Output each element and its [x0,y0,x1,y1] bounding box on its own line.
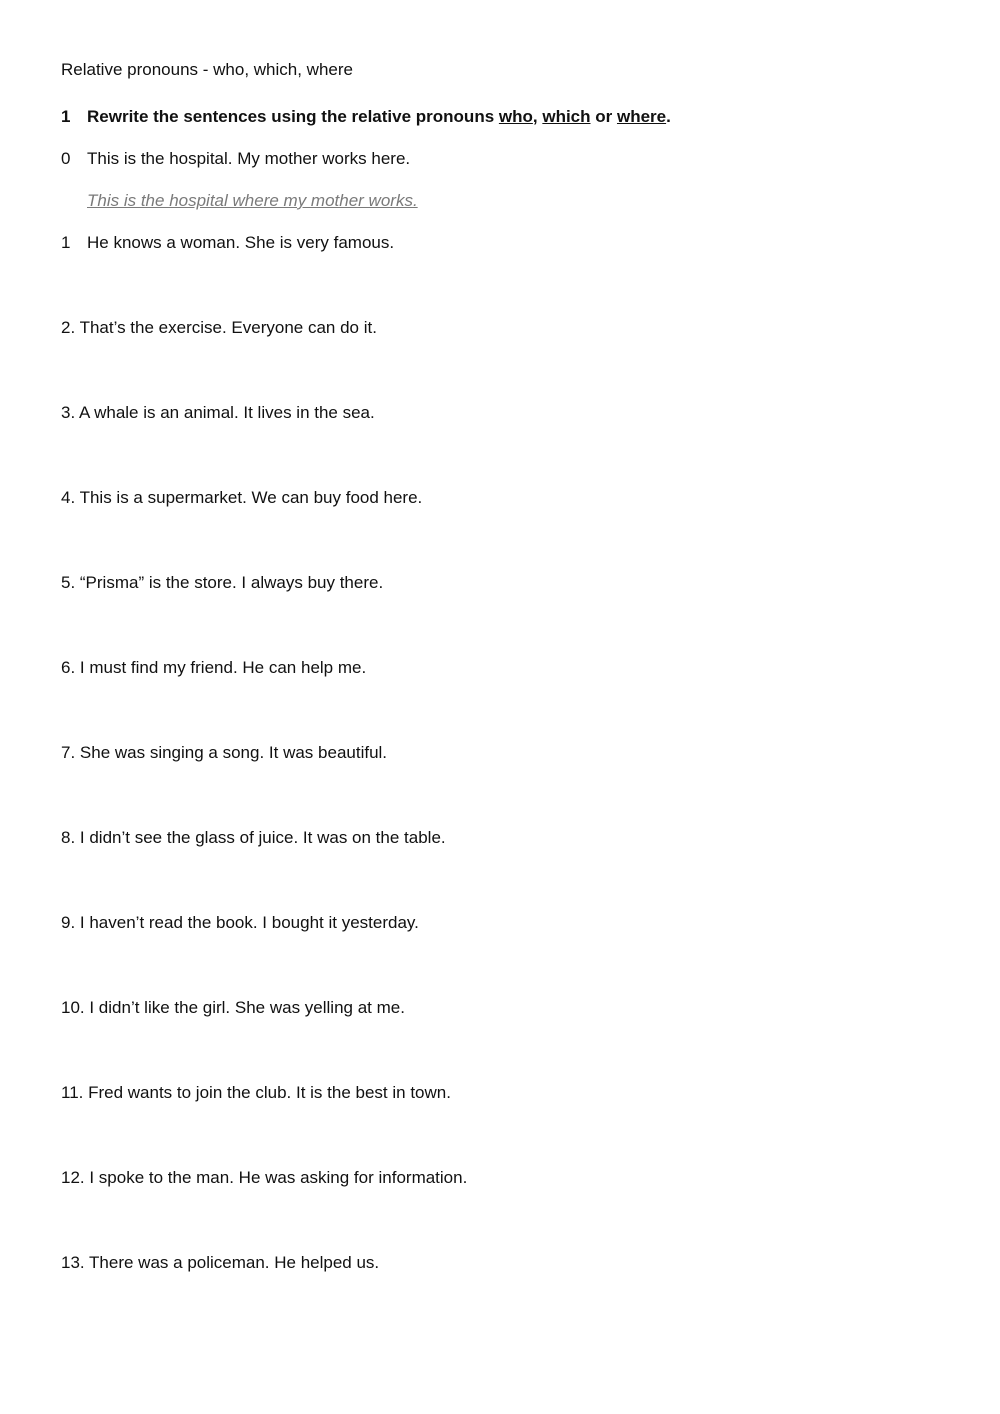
worksheet-title: Relative pronouns - who, which, where [61,60,353,79]
example-item [61,149,410,169]
question-item: 9. I haven’t read the book. I bought it yesterday. [61,913,419,932]
question-item: 10. I didn’t like the girl. She was yelling at me. [61,998,405,1017]
question-item: 6. I must find my friend. He can help me. [61,658,367,677]
pronoun-who: who [498,107,533,126]
question-item: 12. I spoke to the man. He was asking for information. [61,1168,468,1187]
question-item: 11. Fred wants to join the club. It is the best in town. [61,1083,451,1102]
question-item: 13. There was a policeman. He helped us. [61,1253,380,1272]
example-number: 0 [61,149,71,168]
instruction-separator: or [590,107,617,126]
example-answer: This is the hospital where my mother works. [87,191,418,210]
question-number: 1 [61,233,71,252]
example-sentence: This is the hospital. My mother works here. [87,149,411,168]
question-item: 8. I didn’t see the glass of juice. It was on the table. [61,828,446,847]
instruction-separator: , [532,107,543,126]
instruction-period: . [666,107,671,126]
question-item: 7. She was singing a song. It was beautiful. [61,743,388,762]
exercise-instruction [61,107,671,127]
question-item: 5. “Prisma” is the store. I always buy there. [61,573,384,592]
question-item [61,233,394,253]
exercise-number: 1 [61,107,71,126]
question-item: 3. A whale is an animal. It lives in the sea. [61,403,375,422]
instruction-text: Rewrite the sentences using the relative pronouns [87,107,499,126]
pronoun-where: where [616,107,667,126]
question-sentence: He knows a woman. She is very famous. [87,233,395,252]
question-item: 2. That’s the exercise. Everyone can do it. [61,318,377,337]
question-item: 4. This is a supermarket. We can buy food here. [61,488,423,507]
pronoun-which: which [542,107,591,126]
